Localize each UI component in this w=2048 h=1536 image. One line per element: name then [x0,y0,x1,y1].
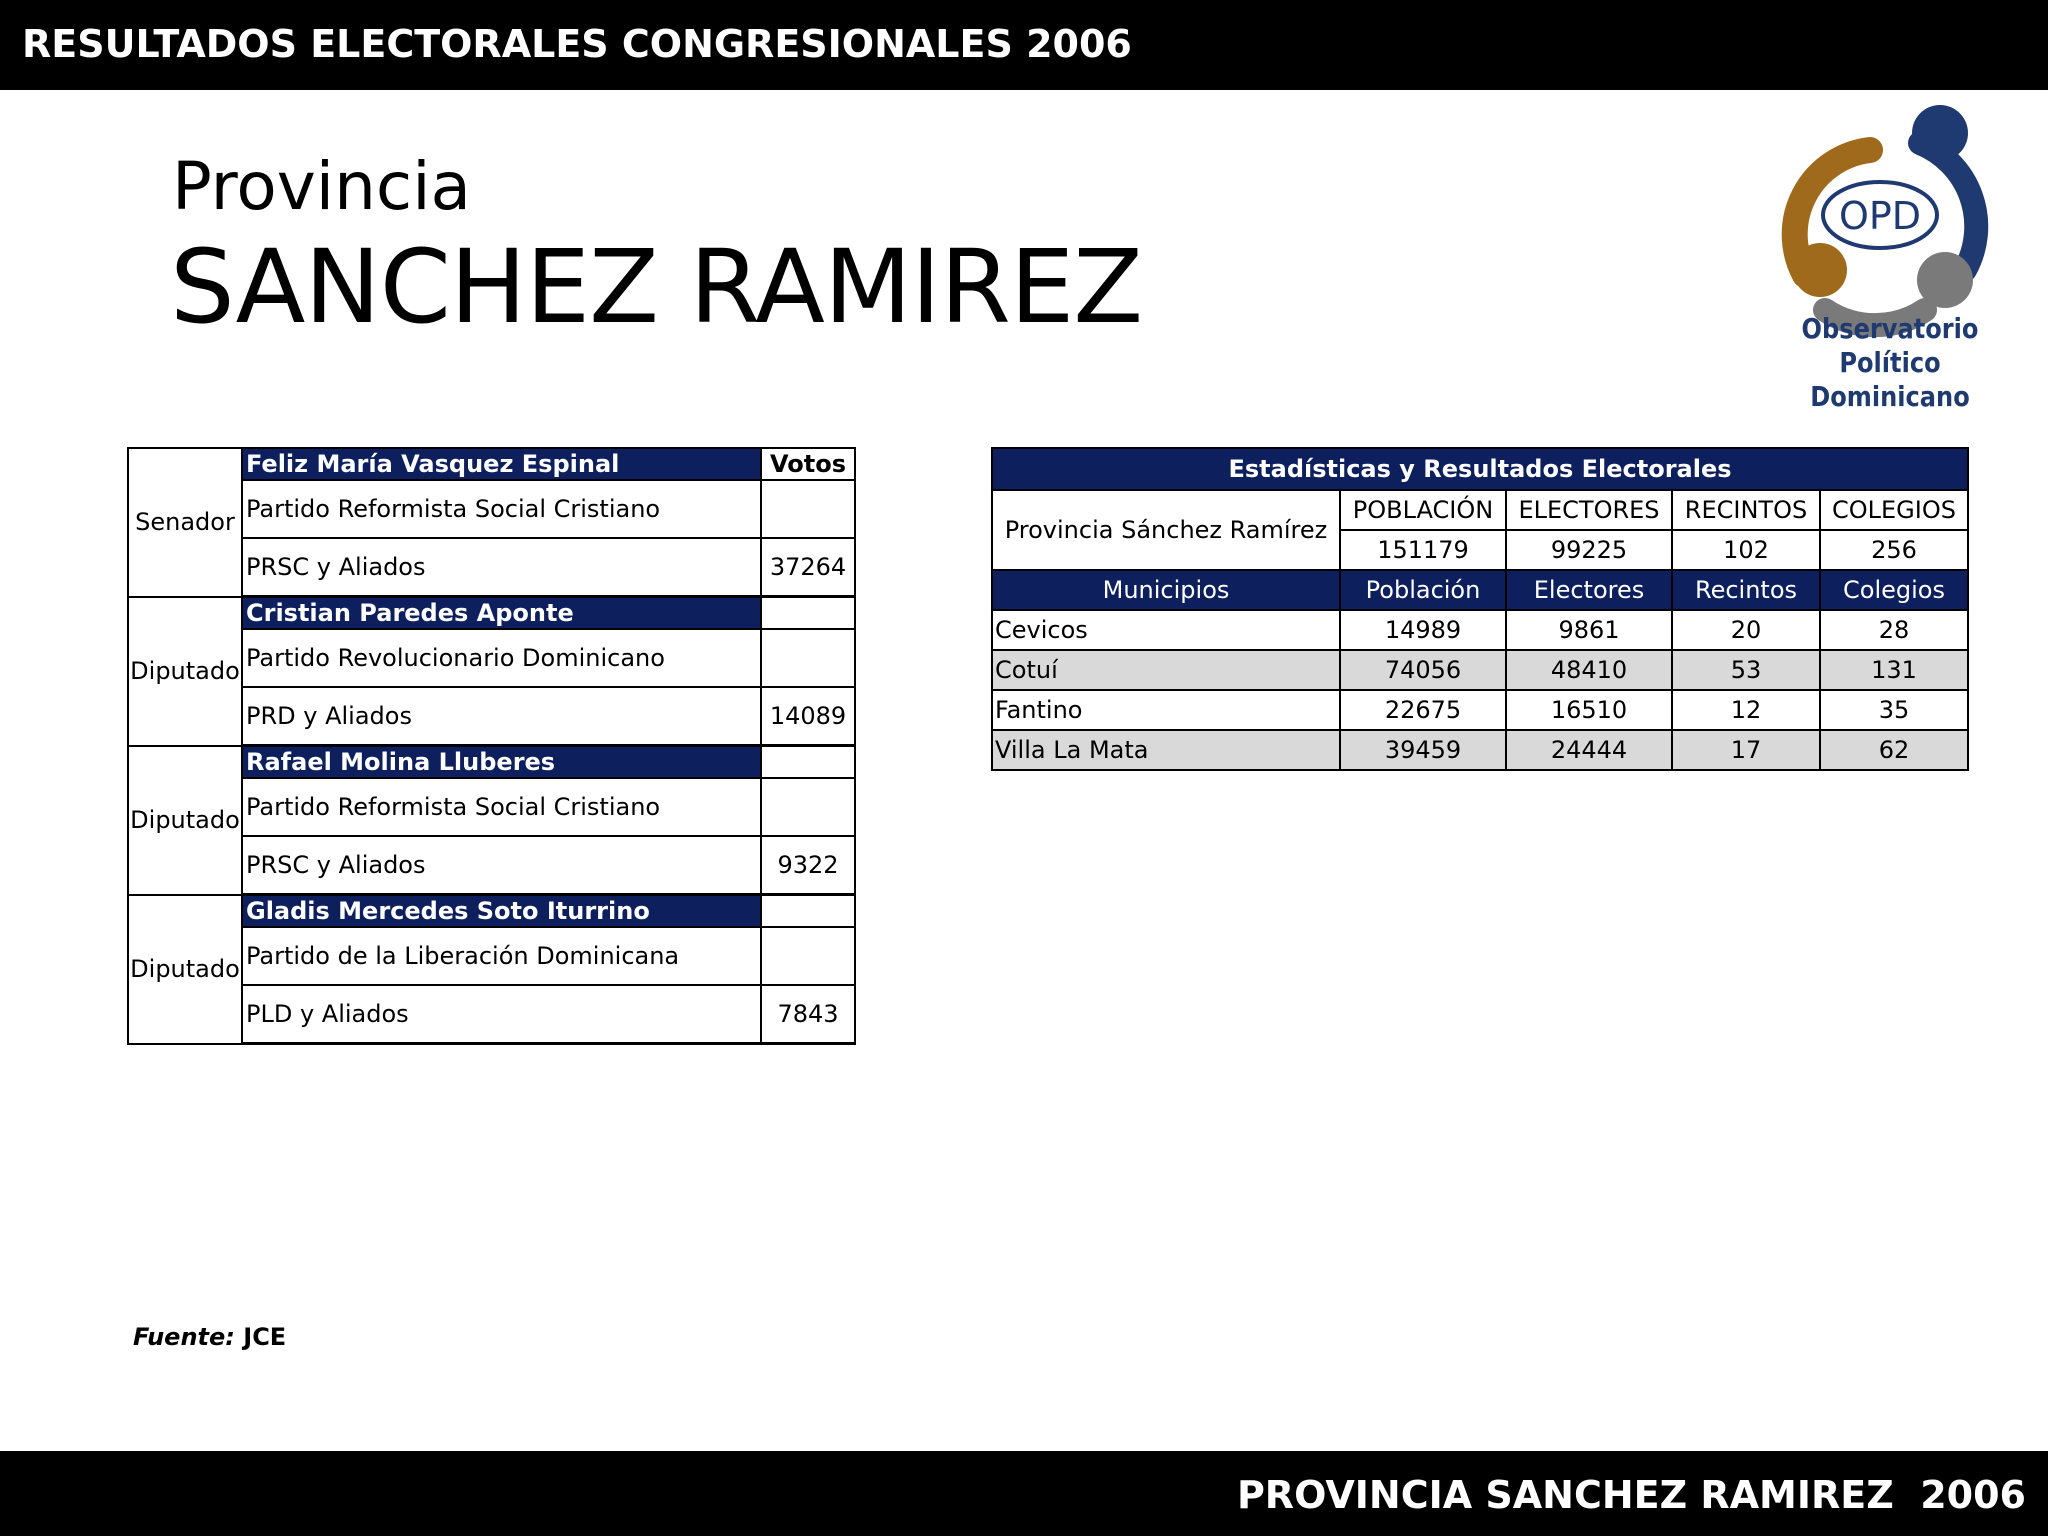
source-label: Fuente: [133,1323,235,1351]
province-value: 151179 [1340,530,1506,570]
stats-title: Estadísticas y Resultados Electorales [992,448,1968,490]
municipio-value: 48410 [1506,650,1672,690]
vote-count: 37264 [761,538,855,597]
source-value: JCE [243,1323,287,1351]
muni-header: Recintos [1672,570,1820,610]
municipio-value: 22675 [1340,690,1506,730]
municipio-name: Villa La Mata [992,730,1340,770]
logo-acronym: OPD [1838,194,1922,238]
municipio-value: 74056 [1340,650,1506,690]
party-name: Partido Reformista Social Cristiano [242,480,761,538]
empty-cell [761,778,855,836]
province-header: COLEGIOS [1820,490,1968,530]
empty-cell [761,895,855,928]
candidate-name: Gladis Mercedes Soto Iturrino [242,895,761,928]
province-summary-label: Provincia Sánchez Ramírez [992,490,1340,570]
province-header: RECINTOS [1672,490,1820,530]
municipio-name: Cevicos [992,610,1340,650]
muni-header: Municipios [992,570,1340,610]
empty-cell [761,927,855,985]
municipio-value: 28 [1820,610,1968,650]
logo-text [1761,312,2019,414]
party-name: Partido Revolucionario Dominicano [242,629,761,687]
municipio-value: 20 [1672,610,1820,650]
municipio-value: 131 [1820,650,1968,690]
role-cell: Senador [128,448,242,597]
municipio-name: Fantino [992,690,1340,730]
table-row [992,730,1968,770]
municipio-value: 12 [1672,690,1820,730]
vote-count: 9322 [761,836,855,895]
province-value: 256 [1820,530,1968,570]
candidate-name: Feliz María Vasquez Espinal [242,448,761,480]
footer-title: PROVINCIA SANCHEZ RAMIREZ 2006 [1236,1473,2026,1517]
empty-cell [761,480,855,538]
municipio-value: 62 [1820,730,1968,770]
stats-table [991,447,1969,771]
province-name: SANCHEZ RAMIREZ [170,228,1143,347]
alliance-name: PRSC y Aliados [242,538,761,597]
logo-line-2: Dominicano [1810,380,1970,413]
province-value: 102 [1672,530,1820,570]
empty-cell [761,629,855,687]
province-label: Provincia [172,148,471,225]
empty-cell [761,746,855,779]
alliance-name: PLD y Aliados [242,985,761,1044]
votes-header: Votos [761,448,855,480]
candidates-table [127,447,856,1045]
table-row [992,690,1968,730]
municipio-value: 17 [1672,730,1820,770]
municipio-value: 14989 [1340,610,1506,650]
muni-header: Población [1340,570,1506,610]
vote-count: 14089 [761,687,855,746]
table-row [992,650,1968,690]
banner-title: RESULTADOS ELECTORALES CONGRESIONALES 2006 [22,22,1132,66]
top-banner [0,0,2048,90]
vote-count: 7843 [761,985,855,1044]
party-name: Partido de la Liberación Dominicana [242,927,761,985]
candidate-name: Cristian Paredes Aponte [242,597,761,630]
muni-header: Electores [1506,570,1672,610]
alliance-name: PRSC y Aliados [242,836,761,895]
bottom-banner [0,1451,2048,1536]
municipio-name: Cotuí [992,650,1340,690]
party-name: Partido Reformista Social Cristiano [242,778,761,836]
alliance-name: PRD y Aliados [242,687,761,746]
province-value: 99225 [1506,530,1672,570]
municipio-value: 24444 [1506,730,1672,770]
municipio-value: 9861 [1506,610,1672,650]
role-cell: Diputado [128,597,242,746]
municipio-value: 35 [1820,690,1968,730]
province-header: POBLACIÓN [1340,490,1506,530]
municipio-value: 39459 [1340,730,1506,770]
table-row [992,610,1968,650]
municipio-value: 16510 [1506,690,1672,730]
source-note [133,1323,286,1351]
municipio-value: 53 [1672,650,1820,690]
logo-line-1: Observatorio Político [1801,312,1979,379]
candidate-name: Rafael Molina Lluberes [242,746,761,779]
role-cell: Diputado [128,895,242,1044]
role-cell: Diputado [128,746,242,895]
empty-cell [761,597,855,630]
muni-header: Colegios [1820,570,1968,610]
province-header: ELECTORES [1506,490,1672,530]
